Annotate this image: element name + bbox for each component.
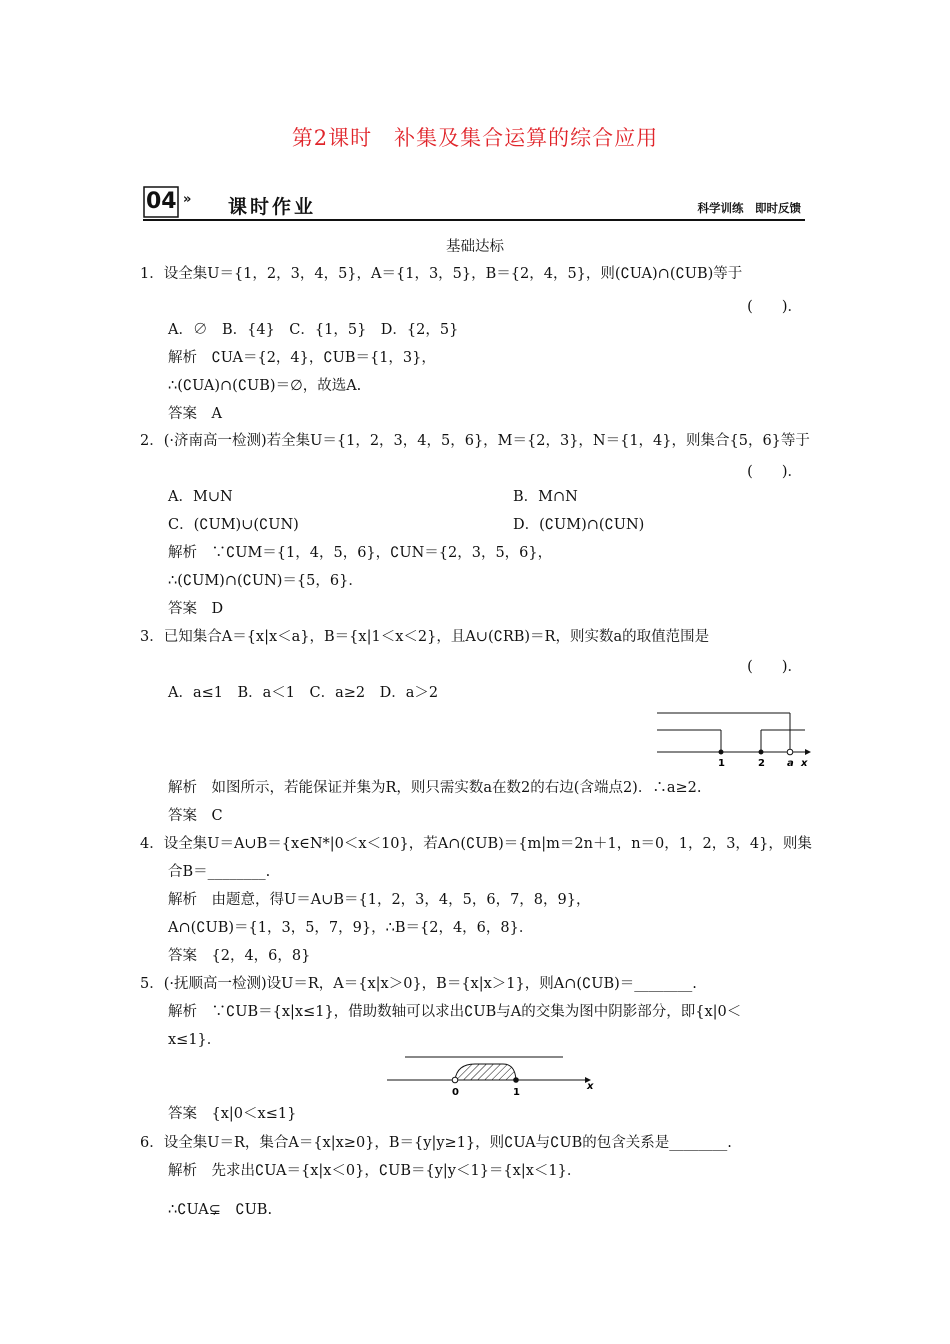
- q5-point-0: [452, 1077, 458, 1083]
- q3-label-2: 2: [758, 758, 765, 769]
- q5-number-line-figure: [385, 1052, 605, 1102]
- q2-option-b: B．M∩N: [513, 489, 578, 505]
- band-heading: 课时作业: [228, 196, 317, 218]
- q5-analysis-1: 解析 ∵∁UB＝{x|x≤1}，借助数轴可以求出∁UB与A的交集为图中阴影部分，即{x|0＜: [168, 1004, 742, 1020]
- q4-analysis-1: 解析 由题意，得U＝A∪B＝{1，2，3，4，5，6，7，8，9}，: [168, 892, 591, 908]
- band-rule: [143, 219, 805, 221]
- q1-options: A．∅ B．{4} C．{1，5} D．{2，5}: [168, 322, 459, 338]
- q2-paren: ( )．: [747, 464, 802, 480]
- q3-answer: 答案 C: [168, 808, 223, 824]
- q5-shaded-region: [455, 1064, 516, 1080]
- q3-label-x: x: [801, 758, 808, 769]
- band-slogan: 科学训练 即时反馈: [697, 201, 801, 215]
- q2-answer: 答案 D: [168, 601, 224, 617]
- q3-point-a: [787, 749, 793, 755]
- q2-option-a: A．M∪N: [168, 489, 233, 505]
- band-arrow-icon: »: [183, 192, 192, 207]
- q3-stem: 3．已知集合A＝{x|x＜a}，B＝{x|1＜x＜2}，且A∪(∁RB)＝R，则实数a的取值范围是: [140, 629, 710, 645]
- q5-analysis-2: x≤1}．: [168, 1032, 222, 1048]
- q1-analysis-1: 解析 ∁UA＝{2，4}，∁UB＝{1，3}，: [168, 350, 436, 366]
- q4-analysis-2: A∩(∁UB)＝{1，3，5，7，9}，∴B＝{2，4，6，8}．: [168, 920, 534, 936]
- q1-paren: ( )．: [747, 299, 802, 315]
- q5-label-1: 1: [513, 1087, 520, 1098]
- q3-point-1: [719, 750, 724, 755]
- q1-stem: 1．设全集U＝{1，2，3，4，5}，A＝{1，3，5}，B＝{2，4，5}，则(∁UA)∩(∁UB)等于: [140, 266, 743, 282]
- page-title: 第2课时 补集及集合运算的综合应用: [291, 126, 659, 150]
- q3-axis-arrow-icon: [805, 749, 811, 755]
- q3-options: A．a≤1 B．a＜1 C．a≥2 D．a＞2: [168, 685, 439, 701]
- q2-stem: 2．(·济南高一检测)若全集U＝{1，2，3，4，5，6}，M＝{2，3}，N＝{1，4}，则集合{5，6}等于: [140, 433, 810, 449]
- q5-answer: 答案 {x|0＜x≤1}: [168, 1106, 297, 1122]
- q3-label-a: a: [787, 758, 794, 769]
- q6-analysis-2: ∴∁UA⊊ ∁UB.: [168, 1202, 273, 1218]
- q1-answer: 答案 A: [168, 406, 222, 422]
- q3-label-1: 1: [718, 758, 725, 769]
- q2-analysis-1: 解析 ∵∁UM＝{1，4，5，6}，∁UN＝{2，3，5，6}，: [168, 545, 553, 561]
- q4-stem: 4．设全集U＝A∪B＝{x∈N*|0＜x＜10}，若A∩(∁UB)＝{m|m＝2n＋1，n＝0，1，2，3，4}，则集: [140, 836, 812, 852]
- q5-stem: 5．(·抚顺高一检测)设U＝R，A＝{x|x＞0}，B＝{x|x＞1}，则A∩(∁UB)＝________.: [140, 976, 697, 992]
- q2-analysis-2: ∴(∁UM)∩(∁UN)＝{5，6}．: [168, 573, 363, 589]
- section-title: 基础达标: [446, 239, 504, 255]
- q5-label-0: 0: [452, 1087, 459, 1098]
- q4-stem-2: 合B＝________.: [168, 864, 271, 880]
- q3-analysis: 解析 如图所示，若能保证并集为R，则只需实数a在数2的右边(含端点2)．∴a≥2.: [168, 780, 702, 796]
- q2-option-d: D．(∁UM)∩(∁UN): [513, 517, 645, 533]
- section-band: [143, 186, 805, 222]
- q3-paren: ( )．: [747, 659, 802, 675]
- q6-analysis-1: 解析 先求出∁UA＝{x|x＜0}，∁UB＝{y|y＜1}＝{x|x＜1}．: [168, 1163, 582, 1179]
- q2-option-c: C．(∁UM)∪(∁UN): [168, 517, 299, 533]
- band-number: 04: [146, 189, 177, 214]
- q4-answer: 答案 {2，4，6，8}: [168, 948, 311, 964]
- q5-label-x: x: [587, 1081, 594, 1092]
- q5-point-1: [513, 1077, 519, 1083]
- q1-analysis-2: ∴(∁UA)∩(∁UB)＝∅，故选A.: [168, 378, 362, 394]
- q3-point-2: [759, 750, 764, 755]
- q3-number-line-figure: [655, 708, 815, 768]
- q6-stem: 6．设全集U＝R，集合A＝{x|x≥0}，B＝{y|y≥1}，则∁UA与∁UB的包含关系是________.: [140, 1135, 732, 1151]
